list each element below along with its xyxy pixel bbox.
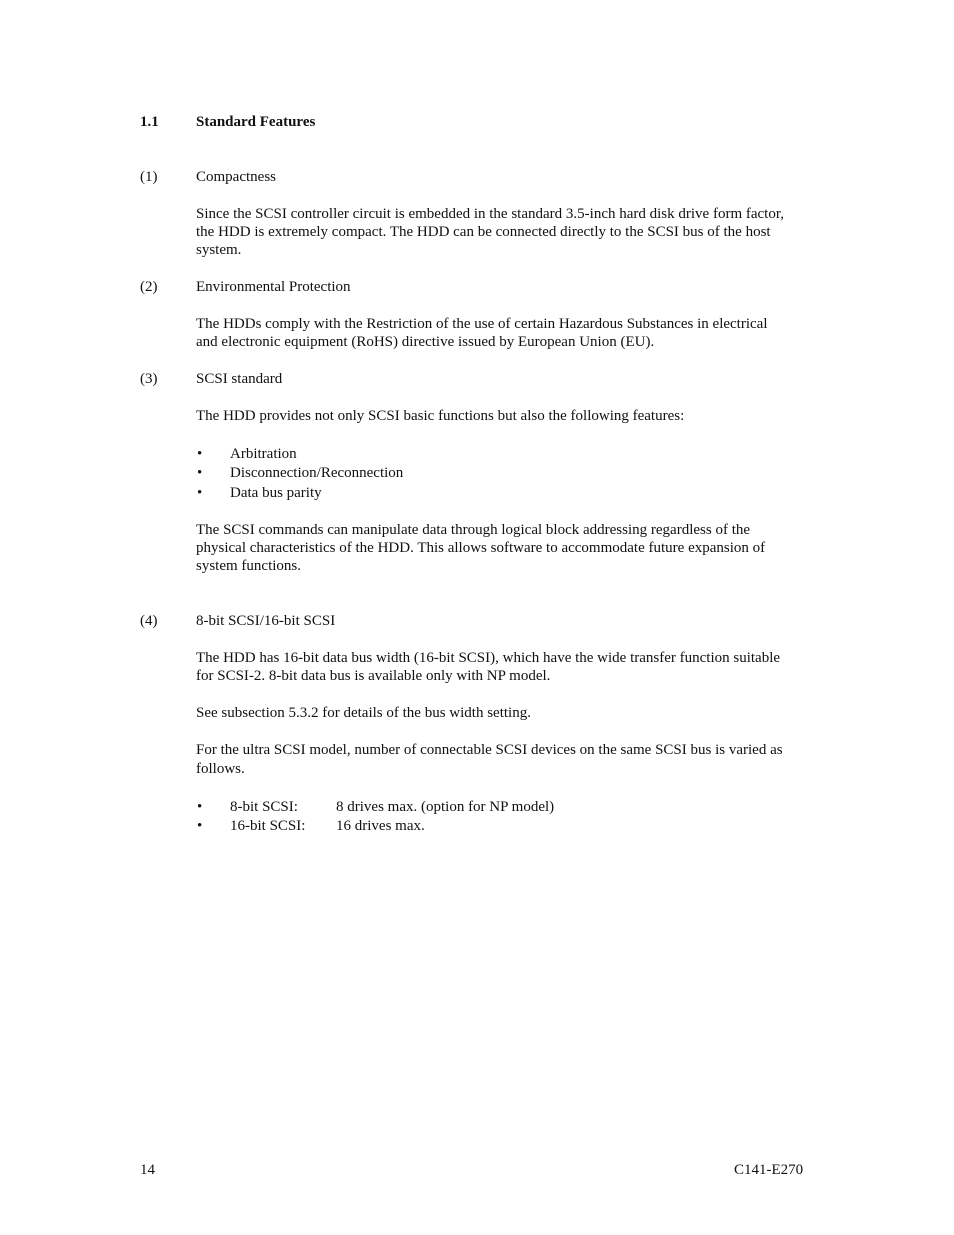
item-title: Environmental Protection [196, 279, 351, 295]
bullet-icon: • [197, 799, 203, 815]
paragraph-line: Since the SCSI controller circuit is embedded in the standard 3.5-inch hard disk drive form factor, [196, 206, 784, 222]
paragraph-line: The HDD has 16-bit data bus width (16-bit SCSI), which have the wide transfer function suitable [196, 650, 781, 666]
item-number: (4) [140, 613, 158, 629]
paragraph-line: For the ultra SCSI model, number of connectable SCSI devices on the same SCSI bus is varied as [196, 742, 783, 758]
item-title: Compactness [196, 169, 276, 185]
paragraph-line: See subsection 5.3.2 for details of the bus width setting. [196, 705, 531, 721]
list-item-value: 16 drives max. [336, 818, 425, 834]
paragraph-line: and electronic equipment (RoHS) directive issued by European Union (EU). [196, 334, 655, 350]
item-title: 8-bit SCSI/16-bit SCSI [196, 613, 336, 629]
item-title: SCSI standard [196, 371, 283, 387]
list-item-label: 16-bit SCSI: [230, 818, 306, 834]
bullet-icon: • [197, 465, 203, 481]
bullet-icon: • [197, 818, 203, 834]
paragraph-line: The HDD provides not only SCSI basic functions but also the following features: [196, 408, 685, 424]
section-title: Standard Features [196, 114, 316, 130]
paragraph-line: for SCSI-2. 8-bit data bus is available only with NP model. [196, 668, 551, 684]
paragraph-line: The HDDs comply with the Restriction of the use of certain Hazardous Substances in electrical [196, 316, 768, 332]
item-number: (3) [140, 371, 158, 387]
list-item-label: 8-bit SCSI: [230, 799, 298, 815]
paragraph-line: follows. [196, 761, 245, 777]
bullet-icon: • [197, 485, 203, 501]
list-item: Data bus parity [230, 485, 322, 501]
list-item: Disconnection/Reconnection [230, 465, 404, 481]
section-number: 1.1 [140, 114, 159, 130]
paragraph-line: system functions. [196, 558, 301, 574]
paragraph-line: physical characteristics of the HDD. This allows software to accommodate future expansion of [196, 540, 766, 556]
list-item: Arbitration [230, 446, 297, 462]
item-number: (2) [140, 279, 158, 295]
bullet-icon: • [197, 446, 203, 462]
item-number: (1) [140, 169, 158, 185]
paragraph-line: The SCSI commands can manipulate data through logical block addressing regardless of the [196, 522, 751, 538]
list-item-value: 8 drives max. (option for NP model) [336, 799, 555, 815]
document-id: C141-E270 [734, 1162, 804, 1178]
paragraph-line: system. [196, 242, 242, 258]
paragraph-line: the HDD is extremely compact. The HDD can be connected directly to the SCSI bus of the host [196, 224, 771, 240]
page-number: 14 [140, 1162, 155, 1178]
